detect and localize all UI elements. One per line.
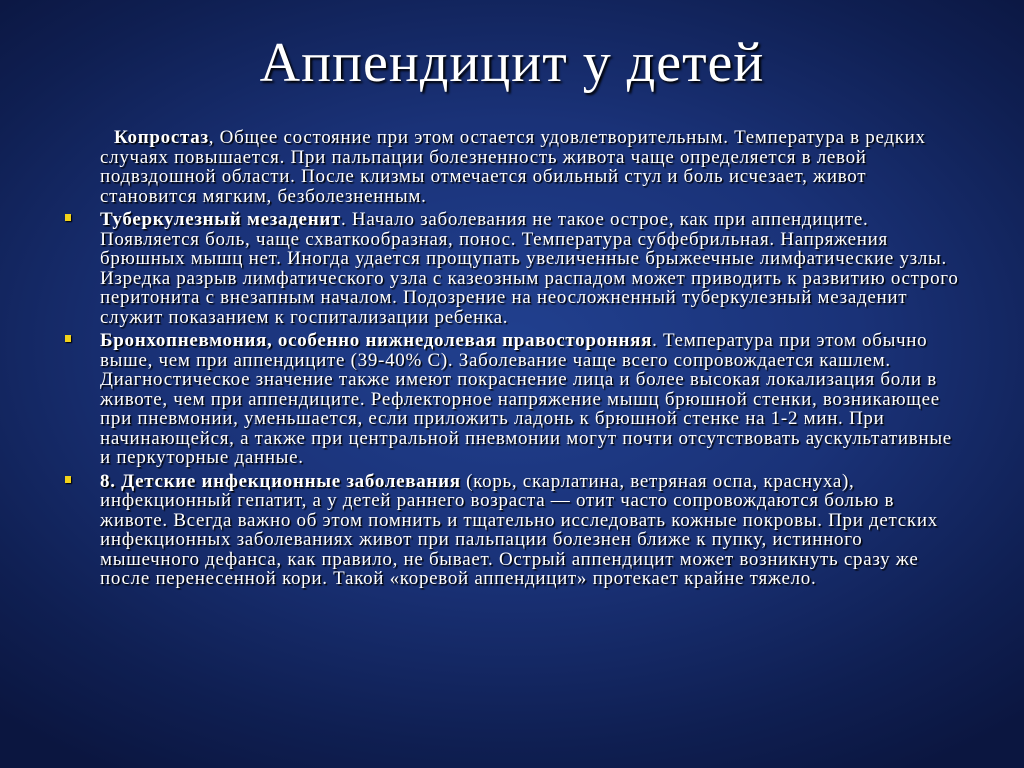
slide-title: Аппендицит у детей	[259, 32, 765, 94]
paragraph-childhood-infections	[62, 472, 962, 589]
bullet-icon	[65, 476, 71, 483]
paragraph-text: . Температура при этом обычно выше, чем при аппендиците (39-40% С). Заболевание чаще всего сопровождается кашлем. Диагностическое значение также имеют покраснение лица и более высокая локализация боли в животе, чем при аппендиците. Рефлекторное напряжение мышц брюшной стенки, возникающее при пневмонии, уменьшается, если приложить ладонь к брюшной стенке на 1-2 мин. При начинающейся, а также при центральной пневмонии могут почти отсутствовать аускультативные и перкуторные данные.	[100, 330, 952, 468]
bullet-icon	[65, 335, 71, 342]
paragraph-heading: Бронхопневмония, особенно нижнедолевая правосторонняя	[100, 330, 653, 351]
paragraph-heading: Туберкулезный мезаденит	[100, 209, 342, 230]
paragraph-text: , Общее состояние при этом остается удовлетворительным. Температура в редких случаях повышается. При пальпации болезненность живота чаще определяется в левой подвздошной области. После клизмы отмечается обильный стул и боль исчезает, живот становится мягким, безболезненным.	[100, 127, 926, 207]
bullet-icon	[65, 214, 71, 221]
paragraph-text: (корь, скарлатина, ветряная оспа, краснуха), инфекционный гепатит, а у детей раннего возраста — отит часто сопровождаются болью в животе. Всегда важно об этом помнить и тщательно исследовать кожные покровы. При детских инфекционных заболеваниях живот при пальпации болезнен ближе к пупку, истинного мышечного дефанса, как правило, не бывает. Острый аппендицит может возникнуть сразу же после перенесенной кори. Такой «коревой аппендицит» протекает крайне тяжело.	[100, 470, 938, 589]
slide-content	[62, 128, 962, 593]
paragraph-heading: Копростаз	[114, 127, 209, 148]
paragraph-bronchopneumonia	[62, 331, 962, 468]
paragraph-heading: 8. Детские инфекционные заболевания	[100, 470, 461, 492]
paragraph-coprostasis	[62, 128, 962, 206]
paragraph-text: . Начало заболевания не такое острое, как при аппендиците. Появляется боль, чаще схваткообразная, понос. Температура субфебрильная. Напряжения брюшных мышц нет. Иногда удается прощупать увеличенные брыжеечные лимфатические узлы. Изредка разрыв лимфатического узла с казеозным распадом может приводить к развитию острого перитонита с внезапным началом. Подозрение на неосложненный туберкулезный мезаденит служит показанием к госпитализации ребенка.	[100, 209, 959, 328]
paragraph-tuberculous-mesadenitis	[62, 210, 962, 327]
